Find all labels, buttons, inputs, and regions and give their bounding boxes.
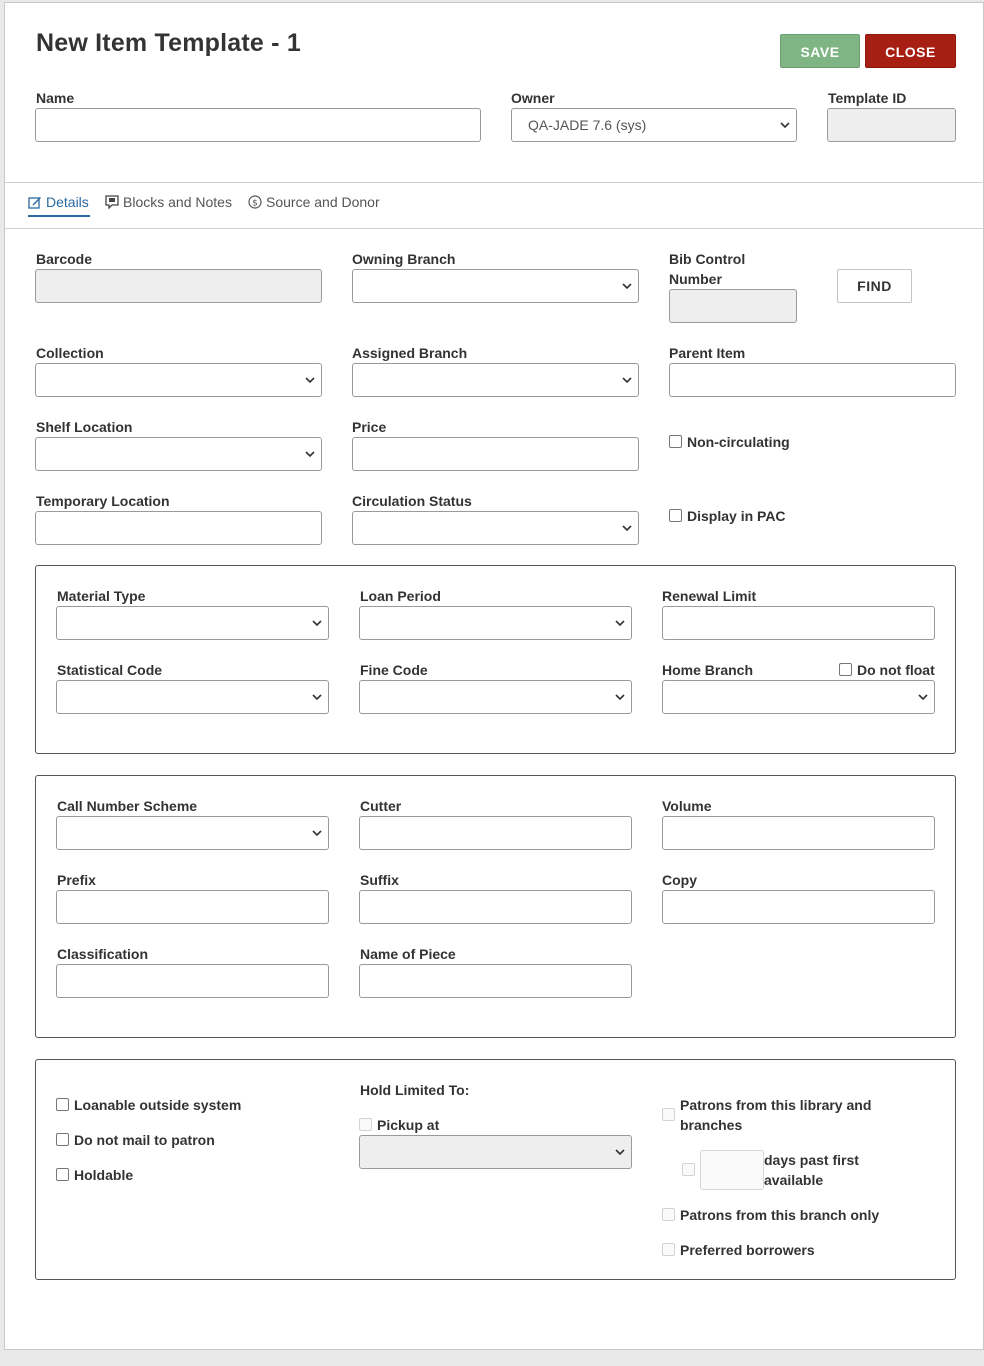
- loanable-outside-system-label: Loanable outside system: [74, 1097, 242, 1113]
- home-branch-label: Home Branch: [662, 662, 754, 678]
- chevron-down-icon: [312, 828, 322, 838]
- chevron-down-icon: [305, 449, 315, 459]
- home-branch-select[interactable]: [662, 680, 935, 714]
- bib-control-number-label: [669, 249, 745, 289]
- days-past-input[interactable]: [700, 1150, 764, 1190]
- chevron-down-icon: [305, 375, 315, 385]
- chevron-down-icon: [622, 281, 632, 291]
- call-number-scheme-select[interactable]: [56, 816, 329, 850]
- owning-branch-select[interactable]: [352, 269, 639, 303]
- patrons-branch-only-checkbox[interactable]: [662, 1208, 675, 1221]
- svg-text:$: $: [252, 198, 258, 209]
- pickup-at-select[interactable]: [359, 1135, 632, 1169]
- temporary-location-input[interactable]: [35, 511, 322, 545]
- material-type-label: Material Type: [57, 588, 146, 604]
- days-past-line1: days past first: [764, 1152, 859, 1168]
- template-id-input: [827, 108, 956, 142]
- days-past-label: [764, 1150, 859, 1190]
- tab-blocks-and-notes[interactable]: [105, 194, 232, 210]
- owning-branch-label: Owning Branch: [352, 251, 456, 267]
- parent-item-label: Parent Item: [669, 345, 746, 361]
- close-button[interactable]: CLOSE: [865, 34, 956, 68]
- chevron-down-icon: [622, 375, 632, 385]
- bib-control-label-line2: Number: [669, 271, 722, 287]
- dollar-circle-icon: [248, 195, 262, 209]
- chevron-down-icon: [622, 523, 632, 533]
- do-not-mail-to-patron-label: Do not mail to patron: [74, 1132, 215, 1148]
- loanable-outside-system-checkbox[interactable]: [56, 1098, 69, 1111]
- tab-source-and-donor[interactable]: [248, 194, 380, 210]
- patrons-from-library-checkbox[interactable]: [662, 1108, 675, 1121]
- suffix-label: Suffix: [360, 872, 399, 888]
- pickup-at-label: Pickup at: [377, 1117, 440, 1133]
- suffix-input[interactable]: [359, 890, 632, 924]
- tab-details-label: Details: [46, 194, 89, 210]
- prefix-label: Prefix: [57, 872, 96, 888]
- temporary-location-label: Temporary Location: [36, 493, 170, 509]
- holdable-label: Holdable: [74, 1167, 134, 1183]
- days-past-line2: available: [764, 1172, 824, 1188]
- preferred-borrowers-label: Preferred borrowers: [680, 1242, 815, 1258]
- collection-label: Collection: [36, 345, 104, 361]
- holdable-checkbox[interactable]: [56, 1168, 69, 1181]
- shelf-location-label: Shelf Location: [36, 419, 133, 435]
- template-id-label: Template ID: [828, 90, 907, 106]
- call-number-scheme-label: Call Number Scheme: [57, 798, 198, 814]
- preferred-borrowers-checkbox[interactable]: [662, 1243, 675, 1256]
- chevron-down-icon: [780, 120, 790, 130]
- copy-label: Copy: [662, 872, 697, 888]
- barcode-input: [35, 269, 322, 303]
- assigned-branch-select[interactable]: [352, 363, 639, 397]
- barcode-label: Barcode: [36, 251, 93, 267]
- volume-input[interactable]: [662, 816, 935, 850]
- tab-source-and-donor-label: Source and Donor: [266, 194, 380, 210]
- bib-control-number-input: [669, 289, 797, 323]
- patrons-branch-only-label: Patrons from this branch only: [680, 1207, 880, 1223]
- display-in-pac-checkbox[interactable]: [669, 509, 682, 522]
- cutter-label: Cutter: [360, 798, 402, 814]
- name-label: Name: [36, 90, 75, 106]
- statistical-code-select[interactable]: [56, 680, 329, 714]
- price-label: Price: [352, 419, 387, 435]
- save-button[interactable]: SAVE: [780, 34, 860, 68]
- loan-period-select[interactable]: [359, 606, 632, 640]
- assigned-branch-label: Assigned Branch: [352, 345, 468, 361]
- non-circulating-label: Non-circulating: [687, 434, 790, 450]
- pickup-at-checkbox[interactable]: [359, 1118, 372, 1131]
- patrons-from-library-label: [680, 1095, 871, 1135]
- hold-limited-to-label: Hold Limited To:: [360, 1082, 470, 1098]
- bib-control-label-line1: Bib Control: [669, 251, 746, 267]
- shelf-location-select[interactable]: [35, 437, 322, 471]
- display-in-pac-label: Display in PAC: [687, 508, 786, 524]
- chevron-down-icon: [615, 692, 625, 702]
- parent-item-input[interactable]: [669, 363, 956, 397]
- name-input[interactable]: [35, 108, 481, 142]
- collection-select[interactable]: [35, 363, 322, 397]
- page-title: New Item Template - 1: [36, 29, 301, 57]
- fine-code-select[interactable]: [359, 680, 632, 714]
- copy-input[interactable]: [662, 890, 935, 924]
- owner-select-value: QA-JADE 7.6 (sys): [528, 117, 647, 133]
- loan-period-label: Loan Period: [360, 588, 441, 604]
- do-not-float-checkbox[interactable]: [839, 663, 852, 676]
- do-not-mail-to-patron-checkbox[interactable]: [56, 1133, 69, 1146]
- classification-label: Classification: [57, 946, 149, 962]
- cutter-input[interactable]: [359, 816, 632, 850]
- name-of-piece-input[interactable]: [359, 964, 632, 998]
- days-past-checkbox[interactable]: [682, 1163, 695, 1176]
- circulation-status-label: Circulation Status: [352, 493, 472, 509]
- fine-code-label: Fine Code: [360, 662, 428, 678]
- edit-icon: [28, 195, 42, 209]
- chevron-down-icon: [918, 692, 928, 702]
- find-button[interactable]: FIND: [837, 269, 912, 303]
- chevron-down-icon: [312, 618, 322, 628]
- note-icon: [105, 195, 119, 209]
- material-type-select[interactable]: [56, 606, 329, 640]
- tab-details[interactable]: [28, 194, 89, 210]
- tab-blocks-and-notes-label: Blocks and Notes: [123, 194, 232, 210]
- chevron-down-icon: [615, 618, 625, 628]
- statistical-code-label: Statistical Code: [57, 662, 163, 678]
- patrons-library-line2: branches: [680, 1117, 743, 1133]
- renewal-limit-label: Renewal Limit: [662, 588, 757, 604]
- item-template-page: [4, 2, 984, 1350]
- divider: [5, 182, 984, 183]
- owner-label: Owner: [511, 90, 555, 106]
- material-section: [35, 565, 956, 754]
- chevron-down-icon: [312, 692, 322, 702]
- patrons-library-line1: Patrons from this library and: [680, 1097, 872, 1113]
- chevron-down-icon: [615, 1147, 625, 1157]
- circulation-status-select[interactable]: [352, 511, 639, 545]
- classification-input[interactable]: [56, 964, 329, 998]
- price-input[interactable]: [352, 437, 639, 471]
- volume-label: Volume: [662, 798, 712, 814]
- renewal-limit-input[interactable]: [662, 606, 935, 640]
- owner-select[interactable]: [511, 108, 797, 142]
- divider: [5, 228, 984, 229]
- prefix-input[interactable]: [56, 890, 329, 924]
- name-of-piece-label: Name of Piece: [360, 946, 456, 962]
- non-circulating-checkbox[interactable]: [669, 435, 682, 448]
- do-not-float-label: Do not float: [857, 662, 935, 678]
- active-tab-underline: [28, 215, 90, 217]
